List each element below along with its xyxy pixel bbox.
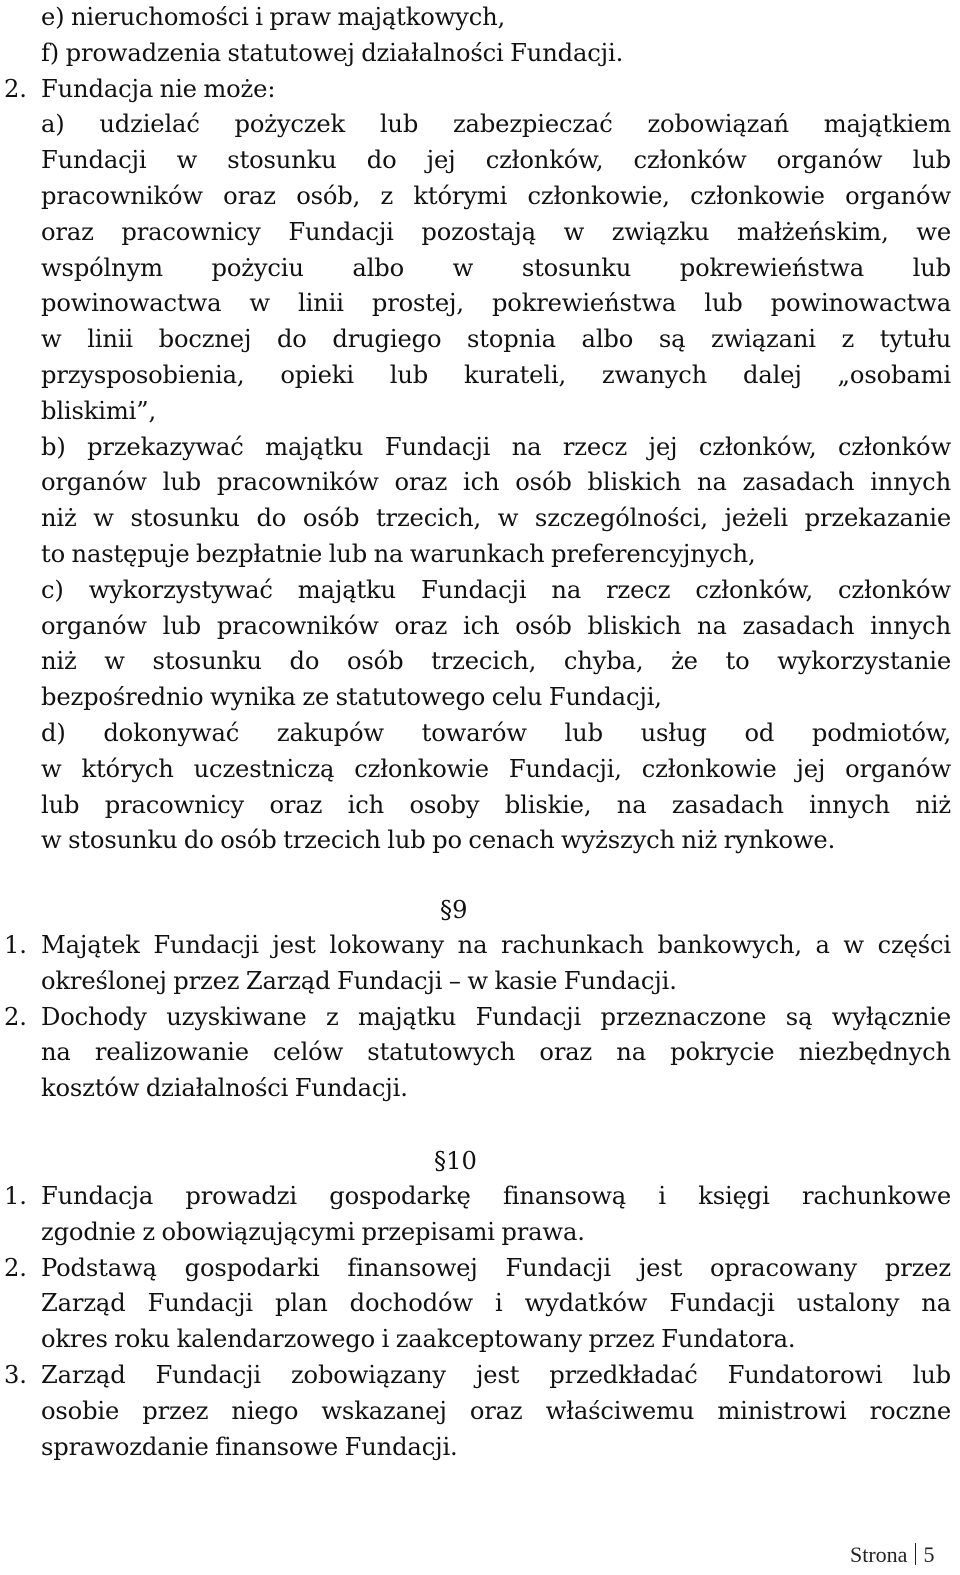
section-9-heading: §9 bbox=[440, 896, 468, 924]
item-e-text: e) nieruchomości i praw majątkowych, bbox=[41, 3, 506, 31]
section-9-point-2 bbox=[0, 1000, 960, 1036]
sub-a-line bbox=[0, 358, 960, 394]
sub-b-line bbox=[0, 501, 960, 537]
sub-d-line bbox=[0, 716, 960, 752]
text-line: przysposobienia, opieki lub kurateli, zwanych dalej „osobami bbox=[41, 360, 951, 389]
text-line: Fundacja prowadzi gospodarkę finansową i księgi rachunkowe bbox=[41, 1182, 951, 1210]
section-9-point-1-cont bbox=[0, 964, 960, 1000]
footer-separator bbox=[915, 1543, 916, 1565]
page-footer bbox=[850, 1540, 934, 1570]
section-10-point-1 bbox=[0, 1179, 960, 1215]
text-line: c) wykorzystywać majątku Fundacji na rzecz członków, członków bbox=[41, 575, 951, 604]
text-line: Fundacji w stosunku do jej członków, członków organów lub bbox=[41, 146, 951, 175]
sub-d-line bbox=[0, 823, 960, 859]
section-9-body bbox=[0, 928, 960, 1107]
point-number: 1. bbox=[4, 1182, 27, 1210]
section-10-point-2-cont bbox=[0, 1286, 960, 1322]
text-line: określonej przez Zarząd Fundacji – w kasie Fundacji. bbox=[41, 966, 677, 995]
list-item-e bbox=[0, 0, 960, 36]
section-10-point-1-cont bbox=[0, 1215, 960, 1251]
text-line: kosztów działalności Fundacji. bbox=[41, 1074, 408, 1103]
section-10-point-2 bbox=[0, 1251, 960, 1287]
item-f-text: f) prowadzenia statutowej działalności Fundacji. bbox=[41, 38, 624, 67]
text-line: organów lub pracowników oraz ich osób bliskich na zasadach innych bbox=[41, 611, 951, 640]
section-10-point-3 bbox=[0, 1358, 960, 1394]
page-label: Strona bbox=[850, 1542, 908, 1567]
point-number: 1. bbox=[4, 931, 27, 959]
text-line: okres roku kalendarzowego i zaakceptowany przez Fundatora. bbox=[41, 1325, 796, 1354]
text-line: na realizowanie celów statutowych oraz na pokrycie niezbędnych bbox=[41, 1038, 951, 1067]
sub-c-line bbox=[0, 573, 960, 609]
text-line: bliskimi”, bbox=[41, 396, 156, 425]
sub-b-line bbox=[0, 430, 960, 466]
text-line: Zarząd Fundacji plan dochodów i wydatków Fundacji ustalony na bbox=[41, 1289, 951, 1318]
point-2-intro: Fundacja nie może: bbox=[41, 74, 276, 103]
text-line: wspólnym pożyciu albo w stosunku pokrewieństwa lub bbox=[41, 253, 951, 282]
text-line: sprawozdanie finansowe Fundacji. bbox=[41, 1432, 458, 1461]
text-line: pracowników oraz osób, z którymi członkowie, członkowie organów bbox=[41, 181, 951, 210]
text-line: powinowactwa w linii prostej, pokrewieństwa lub powinowactwa bbox=[41, 289, 951, 318]
sub-c-line bbox=[0, 680, 960, 716]
list-item-f bbox=[0, 36, 960, 72]
text-line: bezpośrednio wynika ze statutowego celu Fundacji, bbox=[41, 683, 662, 712]
text-line: w stosunku do osób trzecich lub po cenach wyższych niż rynkowe. bbox=[41, 826, 836, 855]
sub-a-line bbox=[0, 286, 960, 322]
text-line: oraz pracownicy Fundacji pozostają w związku małżeńskim, we bbox=[41, 217, 951, 246]
section-10-heading: §10 bbox=[434, 1147, 477, 1175]
sub-a-line bbox=[0, 251, 960, 287]
text-line: Zarząd Fundacji zobowiązany jest przedkładać Fundatorowi lub bbox=[41, 1360, 951, 1389]
text-line: zgodnie z obowiązującymi przepisami prawa. bbox=[41, 1217, 585, 1246]
section-10-point-3-cont bbox=[0, 1430, 960, 1466]
sub-a-line bbox=[0, 215, 960, 251]
text-line: w linii bocznej do drugiego stopnia albo są związani z tytułu bbox=[41, 325, 951, 354]
page-number: 5 bbox=[923, 1542, 935, 1567]
text-line: b) przekazywać majątku Fundacji na rzecz jej członków, członków bbox=[41, 432, 951, 461]
text-line: osobie przez niego wskazanej oraz właściwemu ministrowi roczne bbox=[41, 1396, 951, 1425]
sub-b-line bbox=[0, 465, 960, 501]
sub-d-line bbox=[0, 788, 960, 824]
section-9-point-2-cont bbox=[0, 1035, 960, 1071]
section-9-point-2-cont bbox=[0, 1071, 960, 1107]
sub-a-line bbox=[0, 143, 960, 179]
section-9-point-1 bbox=[0, 928, 960, 964]
sub-a-line bbox=[0, 179, 960, 215]
text-line: to następuje bezpłatnie lub na warunkach preferencyjnych, bbox=[41, 539, 756, 568]
sub-c-line bbox=[0, 644, 960, 680]
text-line: organów lub pracowników oraz ich osób bliskich na zasadach innych bbox=[41, 468, 951, 497]
text-line: niż w stosunku do osób trzecich, w szczególności, jeżeli przekazanie bbox=[41, 504, 951, 533]
sub-a-line bbox=[0, 394, 960, 430]
text-line: w których uczestniczą członkowie Fundacji, członkowie jej organów bbox=[41, 754, 951, 783]
point-number: 2. bbox=[4, 74, 27, 103]
sub-b-line bbox=[0, 537, 960, 573]
point-number: 2. bbox=[4, 1253, 27, 1282]
point-number: 3. bbox=[4, 1360, 27, 1389]
sub-a-line bbox=[0, 322, 960, 358]
text-line: lub pracownicy oraz ich osoby bliskie, na zasadach innych niż bbox=[41, 790, 951, 819]
text-line: a) udzielać pożyczek lub zabezpieczać zobowiązań majątkiem bbox=[41, 110, 951, 139]
sub-c-line bbox=[0, 609, 960, 645]
text-line: Dochody uzyskiwane z majątku Fundacji przeznaczone są wyłącznie bbox=[41, 1002, 951, 1031]
sub-a-line bbox=[0, 107, 960, 143]
text-line: Podstawą gospodarki finansowej Fundacji jest opracowany przez bbox=[41, 1253, 951, 1282]
sub-d-line bbox=[0, 752, 960, 788]
text-line: niż w stosunku do osób trzecich, chyba, że to wykorzystanie bbox=[41, 647, 951, 676]
section-10-point-3-cont bbox=[0, 1394, 960, 1430]
section-10-point-2-cont bbox=[0, 1322, 960, 1358]
section-10-body bbox=[0, 1179, 960, 1465]
point-2-intro-row bbox=[0, 72, 960, 108]
point-number: 2. bbox=[4, 1002, 27, 1031]
text-line: d) dokonywać zakupów towarów lub usług od podmiotów, bbox=[41, 718, 951, 747]
text-line: Majątek Fundacji jest lokowany na rachunkach bankowych, a w części bbox=[41, 931, 951, 959]
